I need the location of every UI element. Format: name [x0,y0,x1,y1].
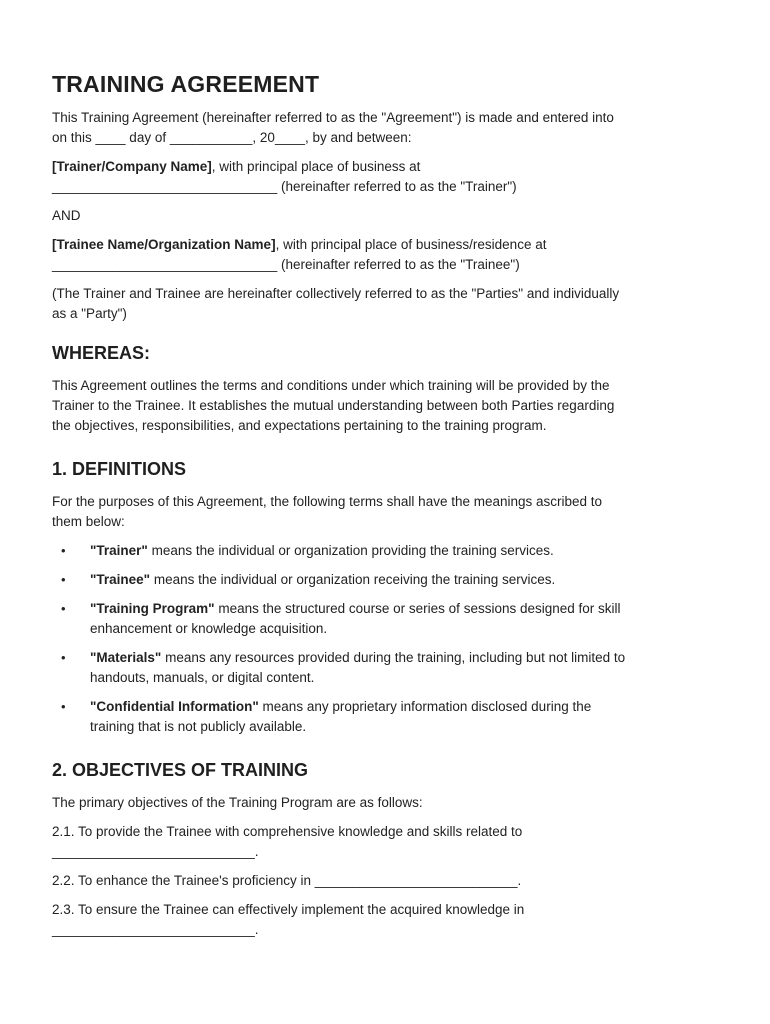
definition-text: means the individual or organization receiving the training services. [150,572,556,587]
definition-text: means any resources provided during the training, including but not limited to [161,650,626,665]
intro-line-2: on this ____ day of ___________, 20____, by and between: [52,130,412,145]
definitions-intro-line-2: them below: [52,514,125,529]
bullet-icon: • [61,699,66,714]
trainer-name: [Trainer/Company Name] [52,159,212,174]
definition-term: "Confidential Information" [90,699,259,714]
parties-note [52,284,710,324]
whereas-paragraph [52,376,710,436]
list-item [52,648,710,688]
definition-term: "Trainer" [90,543,148,558]
list-item [52,541,710,561]
objective-2-1-line-2: ___________________________. [52,844,259,859]
whereas-heading: WHEREAS: [52,343,150,363]
objectives-intro: The primary objectives of the Training Program are as follows: [52,795,423,810]
whereas-line-2: Trainer to the Trainee. It establishes the mutual understanding between both Parties regarding [52,398,615,413]
bullet-icon: • [61,543,66,558]
whereas-line-1: This Agreement outlines the terms and conditions under which training will be provided by the [52,378,610,393]
objective-2-3-line-1: 2.3. To ensure the Trainee can effectively implement the acquired knowledge in [52,902,525,917]
objective-item-2-1 [52,822,710,862]
trainee-name: [Trainee Name/Organization Name] [52,237,276,252]
parties-note-line-2: as a "Party") [52,306,127,321]
bullet-icon: • [61,572,66,587]
and-separator: AND [52,208,81,223]
document-title: TRAINING AGREEMENT [52,71,320,97]
trainer-address-label: , with principal place of business at [211,159,421,174]
list-item [52,570,710,590]
definition-text-continued: enhancement or knowledge acquisition. [90,621,328,636]
trainer-paragraph [52,157,710,197]
trainee-address-blank: ______________________________ (hereinafter referred to as the "Trainee") [52,257,520,272]
definition-text-continued: handouts, manuals, or digital content. [90,670,315,685]
objective-item-2-3 [52,900,710,940]
definition-text: means any proprietary information disclosed during the [258,699,592,714]
intro-line-1: This Training Agreement (hereinafter referred to as the "Agreement") is made and entered into [52,110,614,125]
definition-term: "Materials" [90,650,162,665]
definition-text-continued: training that is not publicly available. [90,719,307,734]
definition-text: means the structured course or series of sessions designed for skill [214,601,621,616]
trainee-address-label: , with principal place of business/residence at [275,237,547,252]
definitions-intro [52,492,710,532]
trainee-paragraph [52,235,710,275]
bullet-icon: • [61,650,66,665]
list-item [52,599,710,639]
list-item [52,697,710,737]
parties-note-line-1: (The Trainer and Trainee are hereinafter collectively referred to as the "Parties" and individually [52,286,620,301]
whereas-line-3: the objectives, responsibilities, and expectations pertaining to the training program. [52,418,547,433]
definition-term: "Trainee" [90,572,151,587]
definition-term: "Training Program" [90,601,215,616]
bullet-icon: • [61,601,66,616]
trainer-address-blank: ______________________________ (hereinafter referred to as the "Trainer") [52,179,517,194]
objective-item-2-2: 2.2. To enhance the Trainee's proficiency in ___________________________. [52,873,522,888]
definition-text: means the individual or organization providing the training services. [147,543,554,558]
objectives-heading: 2. OBJECTIVES OF TRAINING [52,760,309,780]
definitions-intro-line-1: For the purposes of this Agreement, the following terms shall have the meanings ascribed to [52,494,603,509]
objective-2-3-line-2: ___________________________. [52,922,259,937]
definitions-list [52,541,710,737]
objective-2-1-line-1: 2.1. To provide the Trainee with comprehensive knowledge and skills related to [52,824,523,839]
intro-paragraph [52,108,710,148]
definitions-heading: 1. DEFINITIONS [52,459,187,479]
